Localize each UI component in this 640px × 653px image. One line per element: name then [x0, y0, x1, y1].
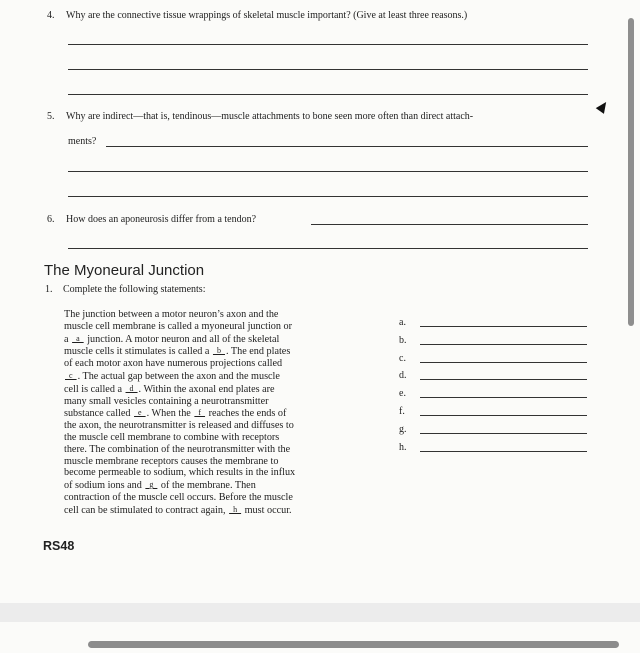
answer-line[interactable]: [68, 248, 588, 249]
answer-line[interactable]: [106, 146, 588, 147]
question-text: Why are the connective tissue wrappings of skeletal muscle important? (Give at least three reasons.): [66, 10, 468, 21]
question-5-continuation: ments?: [68, 136, 97, 147]
paragraph-line: of each motor axon have numerous projections called: [64, 358, 283, 370]
answer-label: g.: [399, 423, 407, 435]
vertical-scrollbar[interactable]: [628, 18, 634, 326]
blank-f: f: [194, 408, 206, 418]
question-4: [47, 10, 467, 22]
section-item-1: [45, 284, 205, 296]
item-number: 1.: [45, 284, 53, 295]
answer-line[interactable]: [68, 94, 588, 95]
next-page-edge: [0, 622, 640, 653]
answer-label: d.: [399, 370, 407, 382]
answer-line[interactable]: [420, 326, 587, 327]
answer-line[interactable]: [311, 224, 588, 225]
paragraph-line: muscle cells it stimulates is called a b . The end plates: [64, 346, 291, 358]
blank-h: h: [229, 504, 242, 514]
paragraph-line: the axon, the neurotransmitter is released and diffuses to: [64, 420, 294, 432]
question-number: 4.: [47, 10, 55, 21]
paragraph-line: substance called e . When the f reaches the ends of: [64, 408, 287, 420]
blank-a: a: [72, 333, 84, 343]
question-6: [47, 214, 256, 226]
answer-line[interactable]: [420, 344, 587, 345]
blank-g: g: [145, 480, 158, 490]
question-5: [47, 111, 473, 123]
paragraph-line: there. The combination of the neurotransmitter with the: [64, 443, 291, 455]
paragraph-line: the muscle cell membrane to combine with receptors: [64, 431, 280, 443]
fill-in-paragraph: [64, 309, 364, 517]
paragraph-line: muscle membrane receptors causes the membrane to: [64, 455, 279, 467]
pen-mark: [596, 99, 611, 114]
answer-label: a.: [399, 317, 406, 328]
paragraph-line: many small vesicles containing a neurotransmitter: [64, 395, 269, 407]
blank-e: e: [134, 408, 146, 418]
question-text: How does an aponeurosis differ from a tendon?: [66, 214, 257, 225]
answer-line[interactable]: [68, 171, 588, 172]
answer-line[interactable]: [68, 196, 588, 197]
answer-line[interactable]: [420, 379, 587, 380]
section-title: The Myoneural Junction: [44, 262, 205, 279]
paragraph-line: cell can be stimulated to contract again, h must occur.: [64, 504, 292, 516]
blank-c: c: [65, 370, 77, 380]
answer-line[interactable]: [68, 69, 588, 70]
answer-label: b.: [399, 334, 407, 346]
blank-d: d: [125, 383, 138, 393]
answer-label: f.: [399, 406, 405, 417]
blank-b: b: [212, 346, 225, 356]
page-id: RS48: [43, 539, 75, 553]
answer-label: h.: [399, 441, 407, 453]
item-instruction: Complete the following statements:: [63, 284, 206, 295]
question-text: Why are indirect—that is, tendinous—muscle attachments to bone seen more often than direct attach-: [66, 111, 474, 122]
answer-label: e.: [399, 388, 406, 400]
answer-line[interactable]: [420, 362, 587, 363]
paragraph-line: of sodium ions and g of the membrane. Then: [64, 480, 256, 492]
question-number: 5.: [47, 111, 55, 122]
answer-label: c.: [399, 352, 406, 364]
paragraph-line: c . The actual gap between the axon and the muscle: [65, 370, 280, 382]
answer-line[interactable]: [420, 433, 587, 434]
paragraph-line: a a junction. A motor neuron and all of the skeletal: [64, 333, 280, 345]
paragraph-line: The junction between a motor neuron’s axon and the: [64, 309, 279, 320]
answer-line[interactable]: [68, 44, 588, 45]
horizontal-scrollbar[interactable]: [88, 641, 619, 648]
paragraph-line: contraction of the muscle cell occurs. Before the muscle: [64, 491, 293, 503]
paragraph-line: become permeable to sodium, which results in the influx: [64, 467, 296, 479]
question-number: 6.: [47, 214, 55, 225]
paragraph-line: cell is called a d . Within the axonal end plates are: [64, 383, 275, 395]
paragraph-line: muscle cell membrane is called a myoneural junction or: [64, 320, 293, 332]
answer-line[interactable]: [420, 415, 587, 416]
answer-line[interactable]: [420, 451, 587, 452]
answer-line[interactable]: [420, 397, 587, 398]
